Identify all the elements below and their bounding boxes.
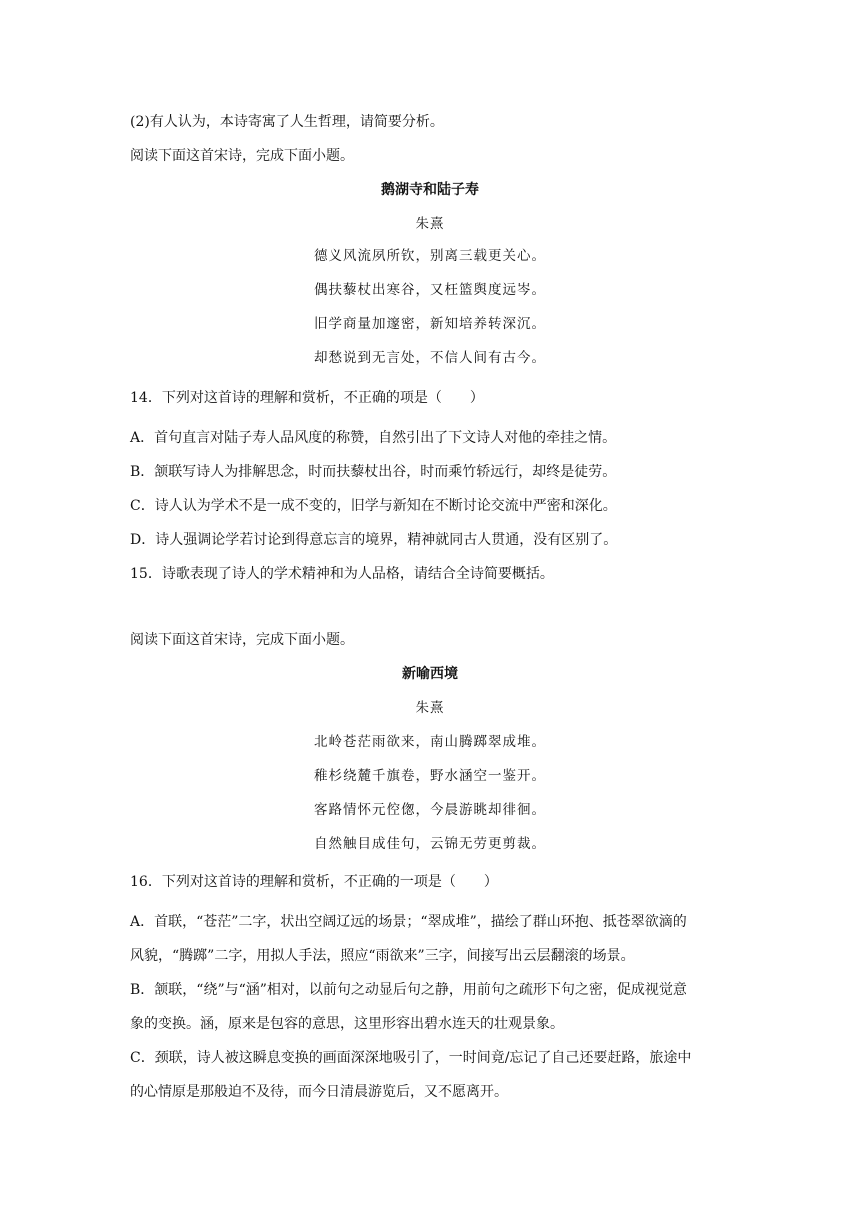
poem-2-line: 北岭苍茫雨欲来，南山腾踯翠成堆。 (314, 734, 546, 750)
question-15: 15．诗歌表现了诗人的学术精神和为人品格，请结合全诗简要概括。 (130, 566, 554, 582)
section-2-intro: 阅读下面这首宋诗，完成下面小题。 (130, 632, 354, 648)
poem-2-title: 新喻西境 (402, 666, 458, 682)
poem-2-line: 自然触目成佳句，云锦无劳更剪裁。 (314, 836, 546, 852)
poem-1-line: 旧学商量加邃密，新知培养转深沉。 (314, 316, 546, 332)
option-16-c-line-1: C．颈联，诗人被这瞬息变换的画面深深地吸引了，一时间竟/忘记了自己还要赶路，旅途中 (130, 1050, 692, 1066)
option-16-a-line-2: 风貌，“腾踯”二字，用拟人手法，照应“雨欲来”三字，间接写出云层翻滚的场景。 (130, 948, 635, 964)
question-prev-2: (2)有人认为，本诗寄寓了人生哲理，请简要分析。 (130, 114, 444, 130)
option-16-b-line-2: 象的变换。涵，原来是包容的意思，这里形容出碧水连天的壮观景象。 (130, 1016, 564, 1032)
poem-1-title: 鹅湖寺和陆子寿 (381, 182, 479, 198)
question-14: 14．下列对这首诗的理解和赏析，不正确的项是（ ） (130, 390, 484, 406)
poem-2-line: 稚杉绕麓千旗卷，野水涵空一鉴开。 (314, 768, 546, 784)
poem-1-line: 德义风流夙所钦，别离三载更关心。 (314, 248, 546, 264)
poem-1-line: 偶扶藜杖出寒谷，又枉篮舆度远岑。 (314, 282, 546, 298)
poem-2-author: 朱熹 (415, 700, 445, 716)
question-16: 16．下列对这首诗的理解和赏析，不正确的一项是（ ） (130, 874, 498, 890)
option-14-a: A．首句直言对陆子寿人品风度的称赞，自然引出了下文诗人对他的牵挂之情。 (130, 430, 617, 446)
section-1-intro: 阅读下面这首宋诗，完成下面小题。 (130, 148, 354, 164)
option-16-a-line-1: A．首联，“苍茫”二字，状出空阔辽远的场景；“翠成堆”，描绘了群山环抱、抵苍翠欲滴的 (130, 914, 687, 930)
poem-1-author: 朱熹 (415, 216, 445, 232)
option-14-b: B．颔联写诗人为排解思念，时而扶藜杖出谷，时而乘竹轿远行，却终是徒劳。 (130, 464, 617, 480)
option-14-c: C．诗人认为学术不是一成不变的，旧学与新知在不断讨论交流中严密和深化。 (130, 498, 617, 514)
option-16-b-line-1: B．颔联，“绕”与“涵”相对，以前句之动显后句之静，用前句之疏形下句之密，促成视觉意 (130, 982, 687, 998)
option-14-d: D．诗人强调论学若讨论到得意忘言的境界，精神就同古人贯通，没有区别了。 (130, 532, 618, 548)
poem-2-line: 客路情怀元倥偬，今晨游眺却徘徊。 (314, 802, 546, 818)
option-16-c-line-2: 的心情原是那般迫不及待，而今日清晨游览后，又不愿离开。 (130, 1084, 508, 1100)
poem-1-line: 却愁说到无言处，不信人间有古今。 (314, 350, 546, 366)
